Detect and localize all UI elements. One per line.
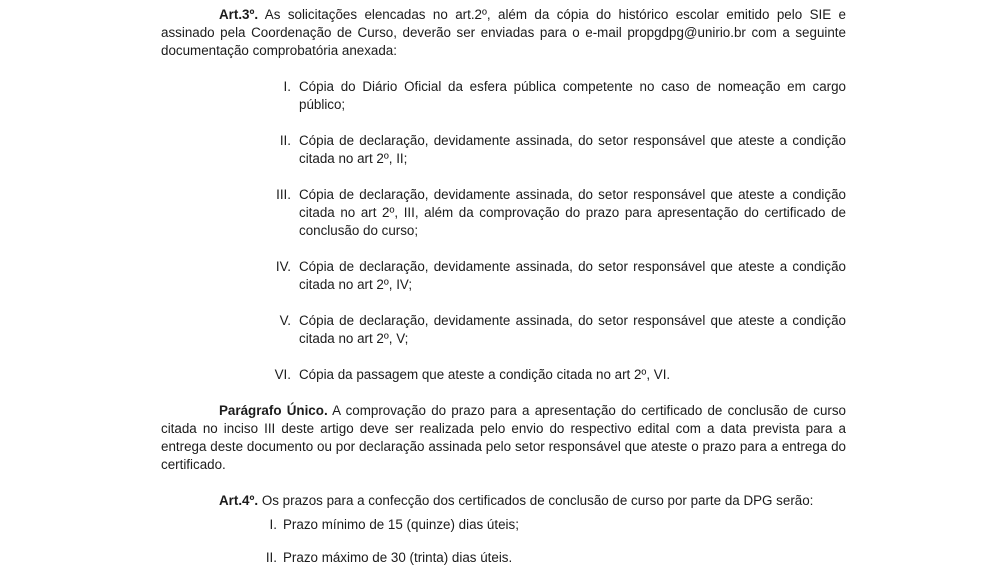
list-item-2 [235,549,846,567]
list-item-5 [249,312,846,348]
paragrafo-unico-text: A comprovação do prazo para a apresentação do certificado de conclusão de curso citada no inciso III deste artigo deve ser realizada pelo envio do respectivo edital com a data prevista para a entrega deste documento ou por declaração assinada pelo setor responsável que ateste o prazo para a entrega do certificado. [161,403,847,472]
article-3-text-continued: com a seguinte documentação comprobatória anexada: [161,25,846,58]
list-item-text: Cópia da passagem que ateste a condição citada no art 2º, VI. [299,367,671,382]
article-3-label: Art.3º. [219,7,259,22]
list-item-2 [249,132,846,168]
list-item-numeral: II. [265,550,277,565]
list-item-numeral: IV. [275,259,291,274]
list-item-text: Cópia de declaração, devidamente assinada, do setor responsável que ateste a condição citada no art 2º, II; [299,133,846,166]
paragrafo-unico-label: Parágrafo Único. [219,403,328,418]
list-item-numeral: I. [269,517,277,532]
article-3-list [249,78,846,384]
list-item-6 [249,366,846,384]
list-item-numeral: I. [283,79,291,94]
article-4-text: Os prazos para a confecção dos certificados de conclusão de curso por parte da DPG serão: [258,493,814,508]
list-item-4 [249,258,846,294]
list-item-numeral: III. [276,187,291,202]
list-item-1 [249,78,846,114]
list-item-text: Cópia de declaração, devidamente assinada, do setor responsável que ateste a condição citada no art 2º, V; [299,313,846,346]
list-item-text: Prazo máximo de 30 (trinta) dias úteis. [283,550,513,565]
article-4-paragraph [161,492,846,510]
article-4-label: Art.4º. [219,493,259,508]
list-item-3 [249,186,846,240]
article-4-list [235,516,846,567]
list-item-text: Prazo mínimo de 15 (quinze) dias úteis; [283,517,519,532]
list-item-1 [235,516,846,534]
email-text: propgdpg@unirio.br [627,25,746,40]
list-item-numeral: II. [279,133,291,148]
list-item-numeral: VI. [274,367,291,382]
paragrafo-unico-paragraph [161,402,846,474]
list-item-numeral: V. [279,313,291,328]
article-3-text: As solicitações elencadas no art.2º, além da cópia do histórico escolar emitido pelo SIE e assinado pela Coordenação de Curso, deverão ser enviadas para o e-mail [161,7,846,40]
article-3-paragraph [161,6,846,60]
list-item-text: Cópia de declaração, devidamente assinada, do setor responsável que ateste a condição citada no art 2º, III, além da comprovação do prazo para apresentação do certificado de conclusão do curso; [299,187,846,238]
list-item-text: Cópia de declaração, devidamente assinada, do setor responsável que ateste a condição citada no art 2º, IV; [299,259,846,292]
list-item-text: Cópia do Diário Oficial da esfera pública competente no caso de nomeação em cargo público; [299,79,846,112]
